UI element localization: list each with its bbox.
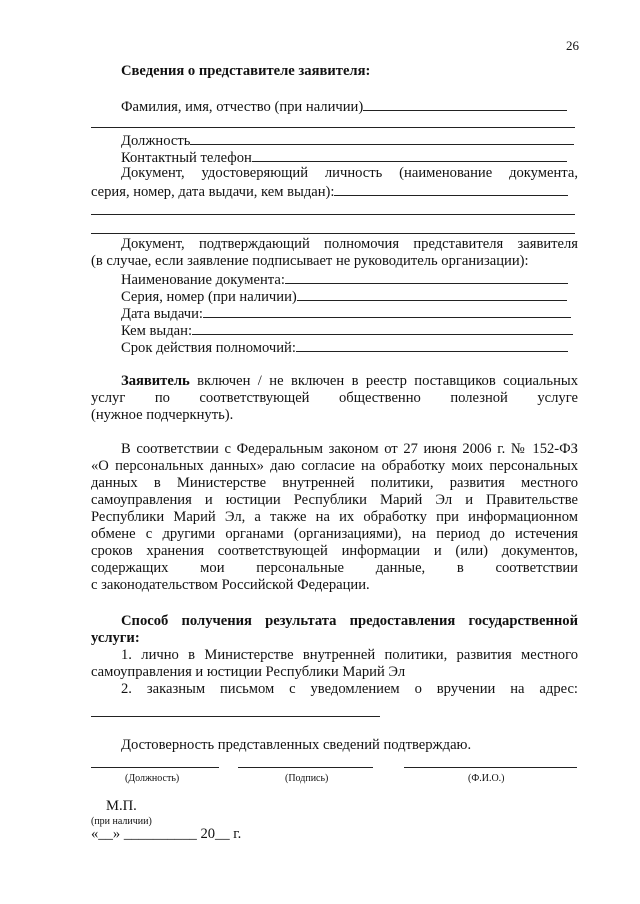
method-heading-line-1: Способ получения результата предоставления государственной — [121, 613, 578, 629]
issue-date-blank[interactable] — [203, 304, 571, 318]
consent-line: В соответствии с Федеральным законом от 27 июня 2006 г. № 152-ФЗ — [121, 441, 578, 457]
doc-name-blank[interactable] — [285, 270, 568, 284]
consent-line: самоуправления и юстиции Республики Марий Эл и Правительстве — [91, 492, 578, 508]
registry-line-1-rest: включен / не включен в реестр поставщиков социальных — [189, 373, 578, 389]
consent-line: данных в Министерстве внутренней политики, развития местного — [91, 475, 578, 491]
method-options — [91, 647, 578, 698]
id-doc-blank-2[interactable] — [91, 214, 575, 215]
confirm-text: Достоверность представленных сведений подтверждаю. — [121, 737, 472, 753]
position-sign-caption: (Должность) — [125, 773, 180, 784]
name-sign-line[interactable] — [404, 767, 577, 768]
registry-line-3: (нужное подчеркнуть). — [91, 407, 234, 423]
validity-field[interactable] — [121, 338, 568, 357]
consent-line: сроков хранения соответствующей информации и (или) документов, — [91, 543, 578, 559]
issued-by-label: Кем выдан: — [121, 323, 193, 339]
date-line[interactable]: «__» __________ 20__ г. — [91, 826, 242, 842]
consent-line: обмене с другими органами (организациями), на период до истечения — [91, 526, 578, 542]
id-doc-blank-3[interactable] — [91, 233, 575, 234]
validity-blank[interactable] — [296, 338, 568, 352]
consent-paragraph — [91, 441, 578, 594]
stamp-label: М.П. — [106, 798, 137, 814]
position-blank[interactable] — [190, 131, 574, 145]
fio-label: Фамилия, имя, отчество (при наличии) — [121, 99, 364, 115]
authority-text-2: (в случае, если заявление подписывает не руководитель организации): — [91, 253, 529, 269]
registry-paragraph — [91, 373, 578, 424]
consent-line: содержащих мои персональные данные, в соответствии — [91, 560, 578, 576]
method-heading-line-2: услуги: — [91, 630, 140, 646]
method-option-1-line-1[interactable]: 1. лично в Министерстве внутренней политики, развития местного — [121, 647, 578, 663]
stamp-note: (при наличии) — [91, 816, 152, 827]
series-blank[interactable] — [297, 287, 567, 301]
id-doc-text-2: серия, номер, дата выдачи, кем выдан): — [91, 184, 335, 200]
id-document-field — [91, 165, 578, 182]
method-heading — [91, 613, 578, 647]
page-number: 26 — [566, 38, 579, 53]
fio-blank[interactable] — [363, 97, 567, 111]
registry-line-1 — [91, 373, 578, 390]
address-blank[interactable] — [91, 716, 380, 717]
validity-label: Срок действия полномочий: — [121, 340, 296, 356]
issued-by-blank[interactable] — [192, 321, 573, 335]
consent-line: «О персональных данных» даю согласие на обработку моих персональных — [91, 458, 578, 474]
signature-caption: (Подпись) — [285, 773, 329, 784]
name-sign-caption: (Ф.И.О.) — [468, 773, 505, 784]
id-doc-blank-1[interactable] — [334, 182, 568, 196]
fio-blank-continued[interactable] — [91, 127, 575, 128]
registry-line-2: услуг по соответствующей общественно полезной услуге — [91, 390, 578, 406]
authority-text-1: Документ, подтверждающий полномочия представителя заявителя — [121, 236, 578, 252]
authority-paragraph — [91, 236, 578, 270]
position-label: Должность — [121, 133, 191, 149]
fio-field[interactable] — [121, 97, 567, 116]
id-doc-text-1: Документ, удостоверяющий личность (наименование документа, — [121, 165, 578, 181]
consent-line: с законодательством Российской Федерации. — [91, 577, 370, 593]
position-sign-line[interactable] — [91, 767, 219, 768]
registry-applicant-bold: Заявитель — [121, 373, 190, 389]
issue-date-label: Дата выдачи: — [121, 306, 203, 322]
series-label: Серия, номер (при наличии) — [121, 289, 297, 305]
section-heading: Сведения о представителе заявителя: — [121, 63, 371, 79]
phone-blank[interactable] — [252, 148, 567, 162]
method-option-1-line-2[interactable]: самоуправления и юстиции Республики Марий Эл — [91, 664, 406, 680]
consent-line: Республики Марий Эл, а также на их обработку при информационном — [91, 509, 578, 525]
id-doc-line2-row[interactable] — [91, 182, 568, 201]
phone-label: Контактный телефон — [121, 150, 252, 166]
signature-line[interactable] — [238, 767, 373, 768]
doc-name-label: Наименование документа: — [121, 272, 285, 288]
method-option-2-line-1[interactable]: 2. заказным письмом с уведомлением о вручении на адрес: — [121, 681, 578, 697]
